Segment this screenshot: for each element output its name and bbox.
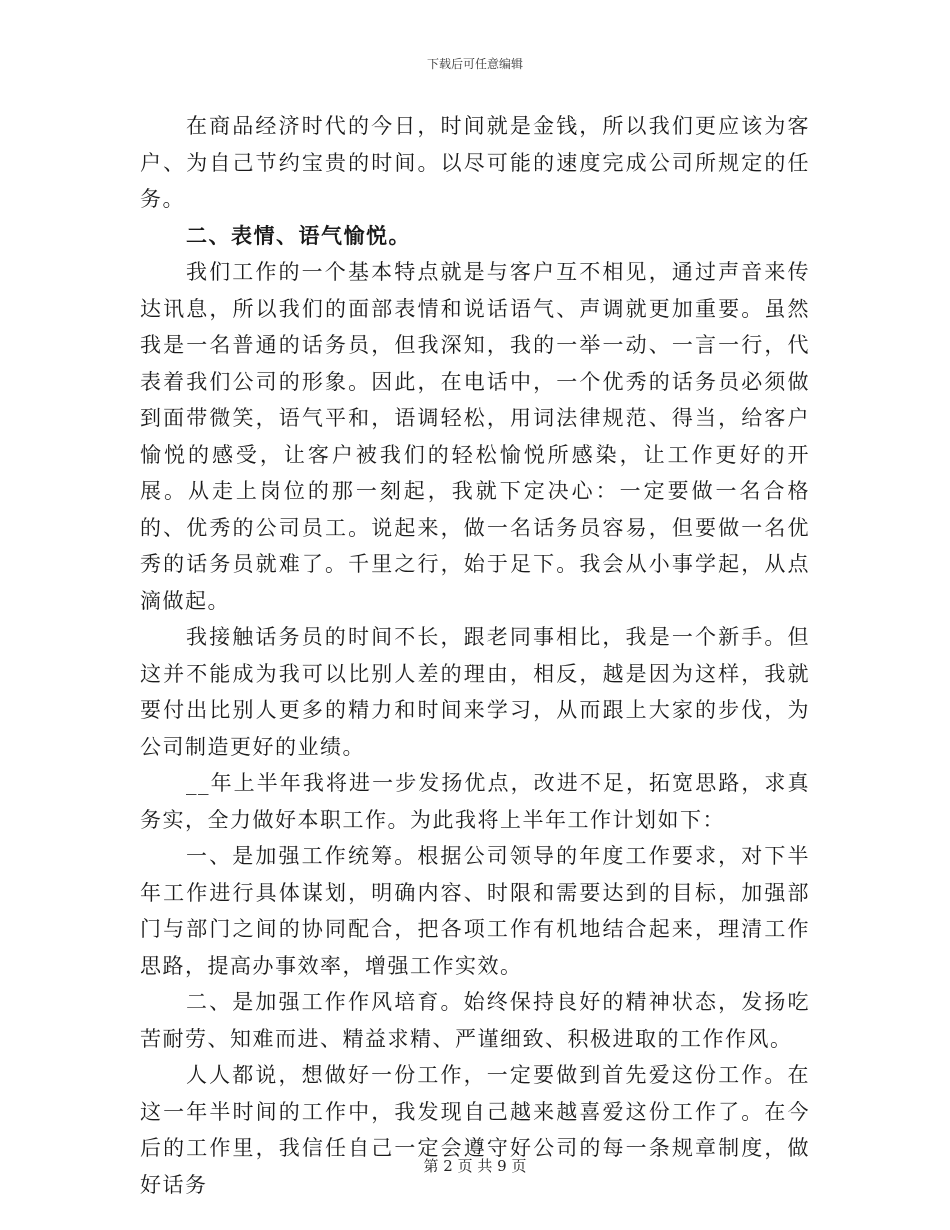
paragraph-time-saving: 在商品经济时代的今日，时间就是金钱，所以我们更应该为客户、为自己节约宝贵的时间。以尽可能的速度完成公司所规定的任务。 — [140, 114, 810, 211]
page-header: 下载后可任意编辑 — [426, 57, 523, 71]
paragraph-newcomer: 我接触话务员的时间不长，跟老同事相比，我是一个新手。但这并不能成为我可以比别人差的理由，相反，越是因为这样，我就要付出比别人更多的精力和时间来学习，从而跟上大家的步伐，为公司制造更好的业绩。 — [140, 625, 810, 759]
paragraph-half-year-plan: __年上半年我将进一步发扬优点，改进不足，拓宽思路，求真务实，全力做好本职工作。为此我将上半年工作计划如下： — [140, 771, 810, 832]
paragraph-plan-item-1: 一、是加强工作统筹。根据公司领导的年度工作要求，对下半年工作进行具体谋划，明确内容、时限和需要达到的目标，加强部门与部门之间的协同配合，把各项工作有机地结合起来，理清工作思路，提高办事效率，增强工作实效。 — [140, 844, 810, 978]
document-body — [140, 108, 810, 1203]
paragraph-plan-item-2: 二、是加强工作作风培育。始终保持良好的精神状态，发扬吃苦耐劳、知难而进、精益求精、严谨细致、积极进取的工作作风。 — [140, 990, 810, 1051]
section-heading-expression-tone: 二、表情、语气愉悦。 — [186, 222, 411, 248]
page-footer-page-number: 第 2 页 共 9 页 — [423, 1157, 527, 1175]
paragraph-expression-tone: 我们工作的一个基本特点就是与客户互不相见，通过声音来传达讯息，所以我们的面部表情和说话语气、声调就更加重要。虽然我是一名普通的话务员，但我深知，我的一举一动、一言一行，代表着我们公司的形象。因此，在电话中，一个优秀的话务员必须做到面带微笑，语气平和，语调轻松，用词法律规范、得当，给客户愉悦的感受，让客户被我们的轻松愉悦所感染，让工作更好的开展。从走上岗位的那一刻起，我就下定决心：一定要做一名合格的、优秀的公司员工。说起来，做一名话务员容易，但要做一名优秀的话务员就难了。千里之行，始于足下。我会从小事学起，从点滴做起。 — [140, 260, 810, 613]
paragraph-love-work: 人人都说，想做好一份工作，一定要做到首先爱这份工作。在这一年半时间的工作中，我发现自己越来越喜爱这份工作了。在今后的工作里，我信任自己一定会遵守好公司的每一条规章制度，做好话务 — [140, 1063, 810, 1197]
